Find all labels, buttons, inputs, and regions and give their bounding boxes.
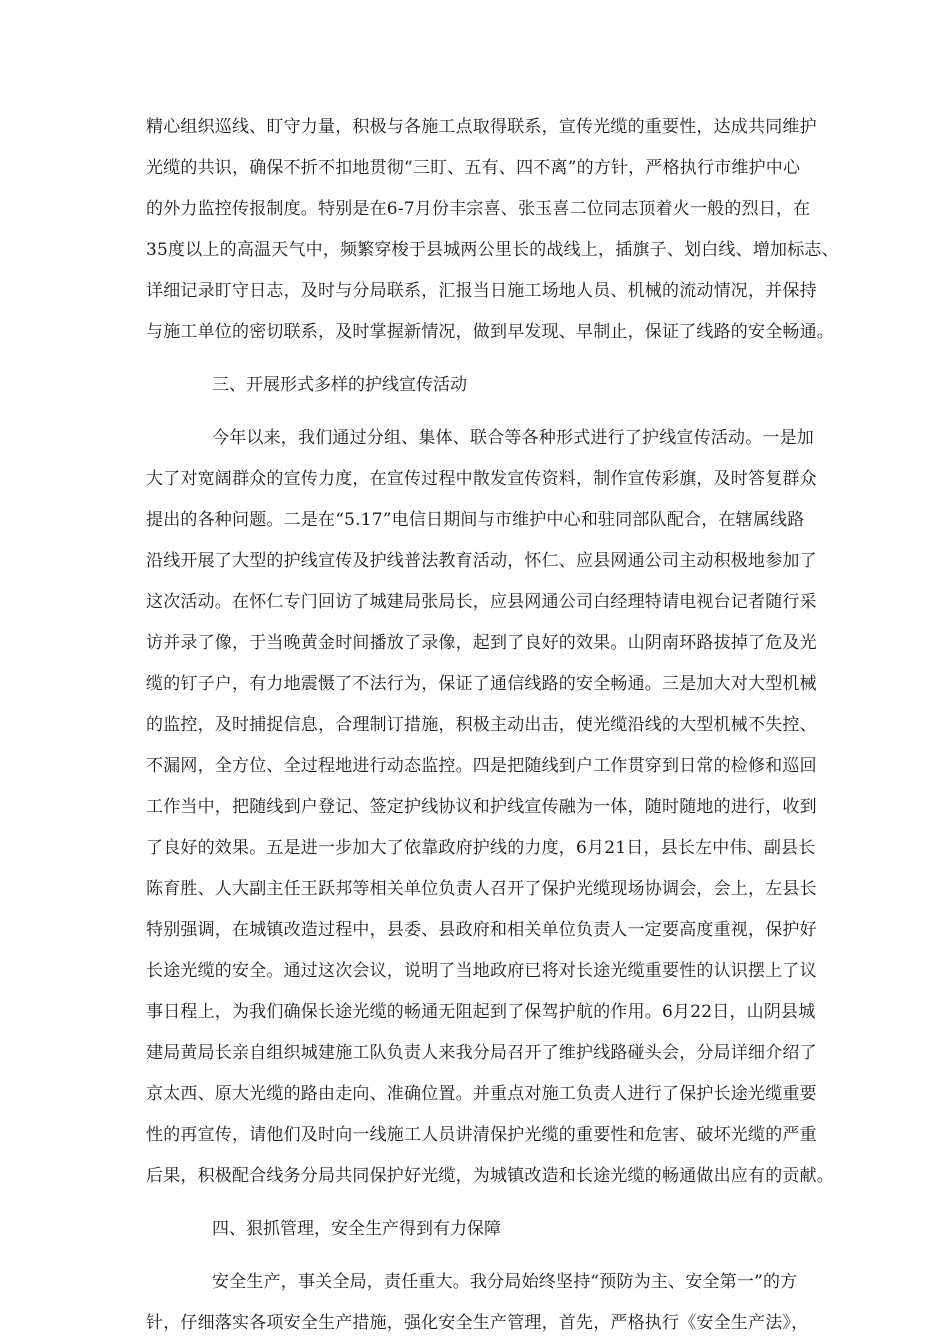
body-text-line: 35度以上的高温天气中，频繁穿梭于县城两公里长的战线上，插旗子、划白线、增加标志、	[146, 240, 839, 260]
body-text-line: 缆的钉子户，有力地震慑了不法行为，保证了通信线路的安全畅通。三是加大对大型机械	[146, 674, 817, 694]
body-text-line: 特别强调，在城镇改造过程中，县委、县政府和相关单位负责人一定要高度重视，保护好	[146, 920, 817, 940]
body-text-line: 了良好的效果。五是进一步加大了依靠政府护线的力度，6月21日，县长左中伟、副县长	[146, 838, 816, 858]
body-text-line: 的外力监控传报制度。特别是在6-7月份丰宗喜、张玉喜二位同志顶着火一般的烈日，在	[146, 199, 811, 219]
body-text-line: 这次活动。在怀仁专门回访了城建局张局长，应县网通公司白经理特请电视台记者随行采	[146, 592, 817, 612]
body-text-line: 长途光缆的安全。通过这次会议，说明了当地政府已将对长途光缆重要性的认识摆上了议	[146, 961, 817, 981]
body-text-line: 的监控，及时捕捉信息，合理制订措施，积极主动出击，使光缆沿线的大型机械不失控、	[146, 715, 817, 735]
section-heading: 四、狠抓管理，安全生产得到有力保障	[212, 1219, 501, 1239]
body-text-line: 提出的各种问题。二是在“5.17”电信日期间与市维护中心和驻同部队配合，在辖属线路	[146, 510, 805, 530]
section-heading: 三、开展形式多样的护线宣传活动	[212, 375, 467, 395]
body-text-line: 详细记录盯守日志，及时与分局联系，汇报当日施工场地人员、机械的流动情况，并保持	[146, 281, 817, 301]
body-text-line: 不漏网，全方位、全过程地进行动态监控。四是把随线到户工作贯穿到日常的检修和巡回	[146, 756, 817, 776]
body-text-line: 大了对宽阔群众的宣传力度，在宣传过程中散发宣传资料，制作宣传彩旗，及时答复群众	[146, 469, 817, 489]
body-text-line: 沿线开展了大型的护线宣传及护线普法教育活动，怀仁、应县网通公司主动积极地参加了	[146, 551, 817, 571]
body-text-line: 工作当中，把随线到户登记、签定护线协议和护线宣传融为一体，随时随地的进行，收到	[146, 797, 817, 817]
body-text-line: 性的再宣传，请他们及时向一线施工人员讲清保护光缆的重要性和危害、破坏光缆的严重	[146, 1125, 817, 1145]
body-text-line: 今年以来，我们通过分组、集体、联合等各种形式进行了护线宣传活动。一是加	[212, 428, 814, 448]
body-text-line: 访并录了像，于当晚黄金时间播放了录像，起到了良好的效果。山阴南环路拔掉了危及光	[146, 633, 817, 653]
body-text-line: 光缆的共识，确保不折不扣地贯彻“三盯、五有、四不离”的方针，严格执行市维护中心	[146, 158, 801, 178]
body-text-line: 精心组织巡线、盯守力量，积极与各施工点取得联系，宣传光缆的重要性，达成共同维护	[146, 117, 817, 137]
body-text-line: 针，仔细落实各项安全生产措施，强化安全生产管理，首先，严格执行《安全生产法》，	[146, 1313, 809, 1333]
body-text-line: 安全生产，事关全局，责任重大。我分局始终坚持“预防为主、安全第一”的方	[212, 1272, 798, 1292]
body-text-line: 京太西、原大光缆的路由走向、准确位置。并重点对施工负责人进行了保护长途光缆重要	[146, 1084, 817, 1104]
body-text-line: 后果，积极配合线务分局共同保护好光缆，为城镇改造和长途光缆的畅通做出应有的贡献。	[146, 1166, 834, 1186]
body-text-line: 与施工单位的密切联系，及时掌握新情况，做到早发现、早制止，保证了线路的安全畅通。	[146, 322, 834, 342]
body-text-line: 建局黄局长亲自组织城建施工队负责人来我分局召开了维护线路碰头会，分局详细介绍了	[146, 1043, 817, 1063]
body-text-line: 陈育胜、人大副主任王跃邦等相关单位负责人召开了保护光缆现场协调会，会上，左县长	[146, 879, 817, 899]
body-text-line: 事日程上，为我们确保长途光缆的畅通无阻起到了保驾护航的作用。6月22日，山阴县城	[146, 1002, 816, 1022]
